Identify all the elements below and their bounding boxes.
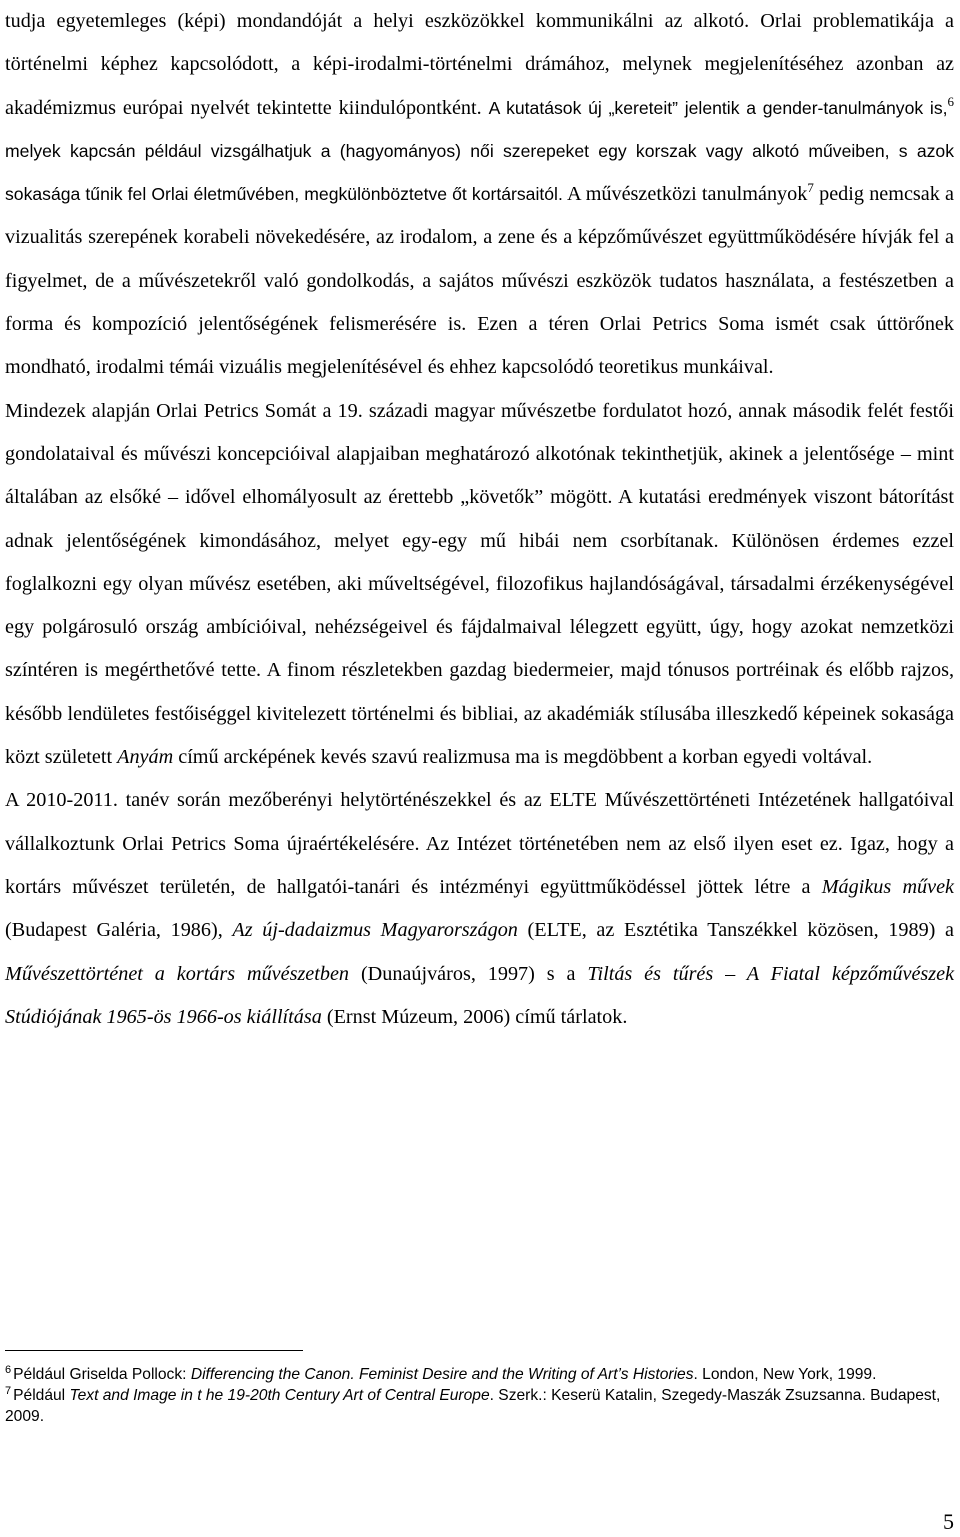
exhibition-title-2: Az új-dadaizmus Magyarországon <box>232 919 518 942</box>
paragraph-3-text-e: (Ernst Múzeum, 2006) című tárlatok. <box>326 1005 628 1028</box>
footnote-text: . London, New York, 1999. <box>693 1366 877 1383</box>
paragraph-1-text-a: tudja egyetemleges (képi) mondandóját a helyi eszközökkel kommunikálni az alkotó. Orlai problematikája a történelmi képhez kapcsolódott, a képi-irodalmi-történelmi drámához, melynek megjelenítéséhez azonban az akadémizmus európai nyelvét tekintette kiindulópontként. <box>5 10 954 119</box>
main-text <box>5 0 954 1039</box>
footnote-title: Differencing the Canon. Feminist Desire and the Writing of Art’s Histories <box>190 1366 694 1383</box>
exhibition-title-4: Tiltás és tűrés – A Fiatal képzőművészek Stúdiójának 1965-ös 1966-os kiállítása <box>5 962 955 1028</box>
paragraph-1 <box>5 0 954 390</box>
paragraph-3-text-d: (Dunaújváros, 1997) s a <box>360 962 576 985</box>
footnote-number: 7 <box>5 1385 12 1398</box>
footnote-ref-6[interactable]: 6 <box>947 93 955 109</box>
artwork-title-anyam: Anyám <box>117 746 174 769</box>
paragraph-3 <box>5 779 954 1039</box>
paragraph-1-text-d: A művészetközi tanulmányok <box>566 183 808 206</box>
paragraph-1-text-e: pedig nemcsak a vizualitás szerepének korabeli növekedésére, az irodalom, a zene és a képzőművészet együttműködésére hívják fel a figyelmet, de a művészetekről való gondolkodás, a sajátos művészi eszközök tudatos használata, a festészetben a forma és kompozíció jelentőségének felismerésére is. Ezen a téren Orlai Petrics Soma ismét csak úttörőnek mondható, irodalmi témái vizuális megjelenítésével és ehhez kapcsolódó teoretikus munkáival. <box>5 183 955 379</box>
footnote-text: . Szerk.: Keserü Katalin, Szegedy-Maszák Zsuzsanna. Budapest, 2009. <box>5 1387 941 1426</box>
paragraph-2-text-a: Mindezek alapján Orlai Petrics Somát a 19. századi magyar művészetbe fordulatot hozó, annak második felét festői gondolataival és művészi koncepcióival alapjaiban meghatározó alkotónak tekinthetjük, akinek a jelentősége – mint általában az elsőké – idővel elhomályosult az érettebb „követők” mögött. A kutatási eredmények viszont bátorítást adnak jelentőségének kimondásához, melyet egy-egy mű hibái nem csorbítanak. Különösen érdemes ezzel foglalkozni egy olyan művész esetében, aki műveltségével, filozofikus hajlandóságával, társadalmi érzékenységével egy polgárosuló ország ambícióival, nehézségeivel és fájdalmaival lélegzett együtt, úgy, hogy azokat nemzetközi színtéren is megérthetővé tette. A finom részletekben gazdag biedermeier, majd tónusos portréinak és előbb rajzos, később lendületes festőiséggel kivitelezett történelmi és bibliai, az akadémiák stílusába illeszkedő képeinek sokasága közt született <box>5 399 954 769</box>
exhibition-title-1: Mágikus művek <box>821 875 955 898</box>
footnote-separator <box>5 1350 303 1351</box>
exhibition-title-3: Művészettörténet a kortárs művészetben <box>5 962 350 985</box>
page-number: 5 <box>943 1509 954 1534</box>
paragraph-2-text-b: című arcképének kevés szavú realizmusa ma is megdöbbent a korban egyedi voltával. <box>178 746 873 769</box>
paragraph-3-text-a: A 2010-2011. tanév során mezőberényi helytörténészekkel és az ELTE Művészettörténeti Intézetének hallgatóival vállalkoztunk Orlai Petrics Soma újraértékelésére. Az Intézet történetében nem az első ilyen eset ez. Igaz, hogy a kortárs művészet területén, de hallgatói-tanári és intézményi együttműködéssel jöttek létre a <box>5 789 954 898</box>
footnote-7 <box>5 1385 954 1427</box>
footnote-number: 6 <box>5 1364 12 1376</box>
footnote-ref-7[interactable]: 7 <box>807 180 814 196</box>
footnote-6 <box>5 1364 954 1385</box>
footnote-title: Text and Image in t he 19-20th Century Art of Central Europe <box>69 1387 490 1405</box>
paragraph-1-text-c: melyek kapcsán például vizsgálhatjuk a (hagyományos) női szerepeket egy korszak vagy alkotó műveiben, s azok sokasága tűnik fel Orlai életművében, megkülönböztetve őt kortársaitól. <box>5 140 954 205</box>
paragraph-3-text-b: (Budapest Galéria, 1986), <box>5 919 223 942</box>
footnote-text: Például Griselda Pollock: <box>13 1366 187 1383</box>
paragraph-2 <box>5 390 954 780</box>
footnote-text: Például <box>13 1387 66 1405</box>
paragraph-3-text-c: (ELTE, az Esztétika Tanszékkel közösen, 1989) a <box>527 919 954 942</box>
paragraph-1-text-b: A kutatások új „kereteit” jelentik a gender-tanulmányok is, <box>488 97 948 118</box>
footnotes <box>5 1364 954 1428</box>
